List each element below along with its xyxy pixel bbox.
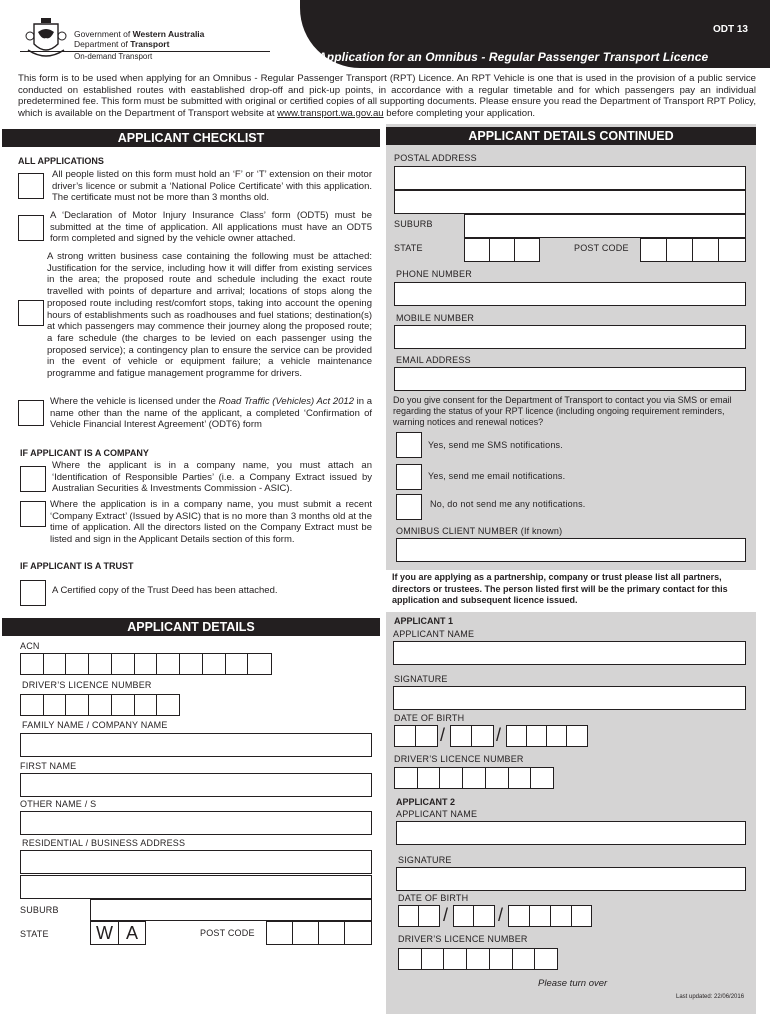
checkbox-odt6[interactable] (18, 400, 44, 426)
app2-dob-year[interactable] (508, 905, 592, 927)
right-suburb-input[interactable] (464, 214, 746, 238)
acn-input[interactable] (20, 653, 272, 675)
licence-input[interactable] (20, 694, 180, 716)
phone-label: PHONE NUMBER (396, 269, 472, 279)
last-updated: Last updated: 22/06/2016 (676, 994, 745, 1000)
company-heading: IF APPLICANT IS A COMPANY (20, 448, 149, 458)
app2-name-label: APPLICANT NAME (396, 809, 478, 819)
email-label: EMAIL ADDRESS (396, 355, 471, 365)
checklist-item-1: All people listed on this form must hold an ‘F’ or ‘T’ extension on their motor driver’s licence or submit a ‘National Police Certificate’ with this application. The certificate must not be more than 3 months old. (52, 169, 372, 204)
email-input[interactable] (394, 367, 746, 391)
postal-input-line1[interactable] (394, 166, 746, 190)
phone-input[interactable] (394, 282, 746, 306)
postal-input-line2[interactable] (394, 190, 746, 214)
app1-dl-input[interactable] (394, 767, 554, 789)
app1-signature-input[interactable] (393, 686, 746, 710)
partnership-text: If you are applying as a partnership, company or trust please list all partners, directors or trustees. The person listed first will be the primary contact for this application and subsequent licence issued. (392, 572, 728, 605)
family-label: FAMILY NAME / COMPANY NAME (22, 720, 168, 730)
checkbox-sms[interactable] (396, 432, 422, 458)
app1-dob-day[interactable] (394, 725, 438, 747)
app2-name-input[interactable] (396, 821, 746, 845)
suburb-label: SUBURB (20, 905, 59, 915)
app2-dob-month[interactable] (453, 905, 495, 927)
right-postcode-input[interactable] (640, 238, 746, 262)
website-link[interactable]: www.transport.wa.gov.au (277, 107, 384, 119)
mobile-input[interactable] (394, 325, 746, 349)
details-title: APPLICANT DETAILS (2, 618, 380, 636)
state-input[interactable]: W A (90, 921, 146, 945)
app1-name-input[interactable] (393, 641, 746, 665)
continued-title: APPLICANT DETAILS CONTINUED (386, 127, 756, 145)
all-apps-heading: ALL APPLICATIONS (18, 156, 104, 166)
client-label: OMNIBUS CLIENT NUMBER (If known) (396, 526, 563, 536)
opt-email-label: Yes, send me email notifications. (428, 471, 566, 481)
address-input-line1[interactable] (20, 850, 372, 874)
app1-dob-label: DATE OF BIRTH (394, 713, 465, 723)
checkbox-responsible-parties[interactable] (20, 466, 46, 492)
postal-label: POSTAL ADDRESS (394, 153, 477, 163)
app2-dob-label: DATE OF BIRTH (398, 893, 469, 903)
app1-dob-month[interactable] (450, 725, 494, 747)
checklist-item-7: A Certified copy of the Trust Deed has been attached. (52, 585, 278, 596)
app2-dl-label: DRIVER’S LICENCE NUMBER (398, 934, 528, 944)
first-name-label: FIRST NAME (20, 761, 77, 771)
mobile-label: MOBILE NUMBER (396, 313, 475, 323)
dob-slash: / (443, 905, 449, 925)
checklist-item-4: Where the vehicle is licensed under the Road Traffic (Vehicles) Act 2012 in a name other than the name of the applicant, a completed ‘Confirmation of Vehicle Financial Interest Agreement’ (ODT6) form (50, 396, 372, 431)
dob-slash: / (498, 905, 504, 925)
checkbox-police-cert[interactable] (18, 173, 44, 199)
checklist-item-6: Where the application is in a company name, you must submit a recent ‘Company Extract’ (Issued by ASIC) that is no more than 3 months old at the time of application. All the directors listed on the Company Extract must be listed and sign in the Applicant Details section of this form. (50, 499, 372, 546)
app1-dl-label: DRIVER’S LICENCE NUMBER (394, 754, 524, 764)
gov-line: Government of Western Australia (74, 29, 205, 39)
right-postcode-label: POST CODE (574, 243, 629, 253)
turn-over: Please turn over (538, 978, 608, 989)
consent-text: Do you give consent for the Department of Transport to contact you via SMS or email regarding the status of your RPT licence (including ongoing requirement reminders, warning notices and renewal notices? (393, 395, 732, 427)
app2-dl-input[interactable] (398, 948, 558, 970)
app1-name-label: APPLICANT NAME (393, 629, 475, 639)
dob-slash: / (440, 725, 446, 745)
checkbox-company-extract[interactable] (20, 501, 46, 527)
opt-sms-label: Yes, send me SMS notifications. (428, 440, 563, 450)
app2-signature-label: SIGNATURE (398, 855, 452, 865)
checkbox-odt5[interactable] (18, 215, 44, 241)
checklist-item-3: A strong written business case containing the following must be attached: Justification for the service, including how it will differ from existing services in the area; the proposed route and schedule including the exact route travelled with points of departure and arrival; locations of stops along the proposed route including rest/comfort stops, taking into account the opening hours of establishments such as roadhouses and fuel stations; destination(s) at which passengers may commence their journey along the proposed route; a fare schedule (the charges to be levied on each passenger using the proposed service); a contingency plan to ensure the service can be provided in the event of vehicle or equipment failure; a vehicle maintenance programme and fatigue management programme for drivers. (47, 251, 372, 380)
acn-label: ACN (20, 641, 40, 651)
client-number-input[interactable] (396, 538, 746, 562)
app1-dob-year[interactable] (506, 725, 588, 747)
state-label: STATE (20, 929, 49, 939)
address-input-line2[interactable] (20, 875, 372, 899)
dob-slash: / (496, 725, 502, 745)
checkbox-business-case[interactable] (18, 300, 44, 326)
right-suburb-label: SUBURB (394, 219, 433, 229)
checkbox-none[interactable] (396, 494, 422, 520)
checklist-title: APPLICANT CHECKLIST (2, 129, 380, 147)
header-banner (300, 0, 770, 68)
checkbox-trust-deed[interactable] (20, 580, 46, 606)
first-name-input[interactable] (20, 773, 372, 797)
app2-dob-day[interactable] (398, 905, 440, 927)
subdept: On-demand Transport (74, 52, 153, 61)
dept-line: Department of Transport (74, 39, 170, 49)
other-names-label: OTHER NAME / S (20, 799, 97, 809)
app1-signature-label: SIGNATURE (394, 674, 448, 684)
postcode-input[interactable] (266, 921, 372, 945)
form-code: ODT 13 (712, 24, 748, 35)
postcode-label: POST CODE (200, 928, 255, 938)
checklist-item-2: A ‘Declaration of Motor Injury Insurance Class’ form (ODT5) must be submitted at the time of application. All applications must have an ODT5 form completed and signed by the vehicle owner attached. (50, 210, 372, 245)
suburb-input[interactable] (90, 899, 372, 921)
checklist-item-5: Where the applicant is in a company name, you must attach an ‘Identification of Responsible Parties’ (i.e. a Company Extract issued by Australian Securities & Investments Commission - ASIC). (52, 460, 372, 495)
applicant2-heading: APPLICANT 2 (396, 797, 456, 807)
family-name-input[interactable] (20, 733, 372, 757)
other-names-input[interactable] (20, 811, 372, 835)
form-title: Application for an Omnibus - Regular Passenger Transport Licence (318, 50, 709, 64)
trust-heading: IF APPLICANT IS A TRUST (20, 561, 134, 571)
checkbox-email[interactable] (396, 464, 422, 490)
wa-crest-logo (24, 16, 68, 62)
opt-none-label: No, do not send me any notifications. (430, 499, 586, 509)
address-label: RESIDENTIAL / BUSINESS ADDRESS (22, 838, 186, 848)
app2-signature-input[interactable] (396, 867, 746, 891)
licence-label: DRIVER’S LICENCE NUMBER (22, 680, 152, 690)
right-state-label: STATE (394, 243, 423, 253)
applicant1-heading: APPLICANT 1 (394, 616, 454, 626)
intro-text: This form is to be used when applying for an Omnibus - Regular Passenger Transport (RPT) Licence. An RPT Vehicle is one that is used in the provision of a public service conducted on established routes with eastablished drop-off and pick-up points, in accordance with a regular timetable and for which passengers pay an individual predetermined fee. This form must be submitted with original or certified copies of all supporting documents. Please ensure you read the Department of Transport RPT Policy, which is available on the Department of Transport website at www.transport.wa.gov.au before completing your application. (18, 73, 756, 119)
right-state-input[interactable] (464, 238, 540, 262)
